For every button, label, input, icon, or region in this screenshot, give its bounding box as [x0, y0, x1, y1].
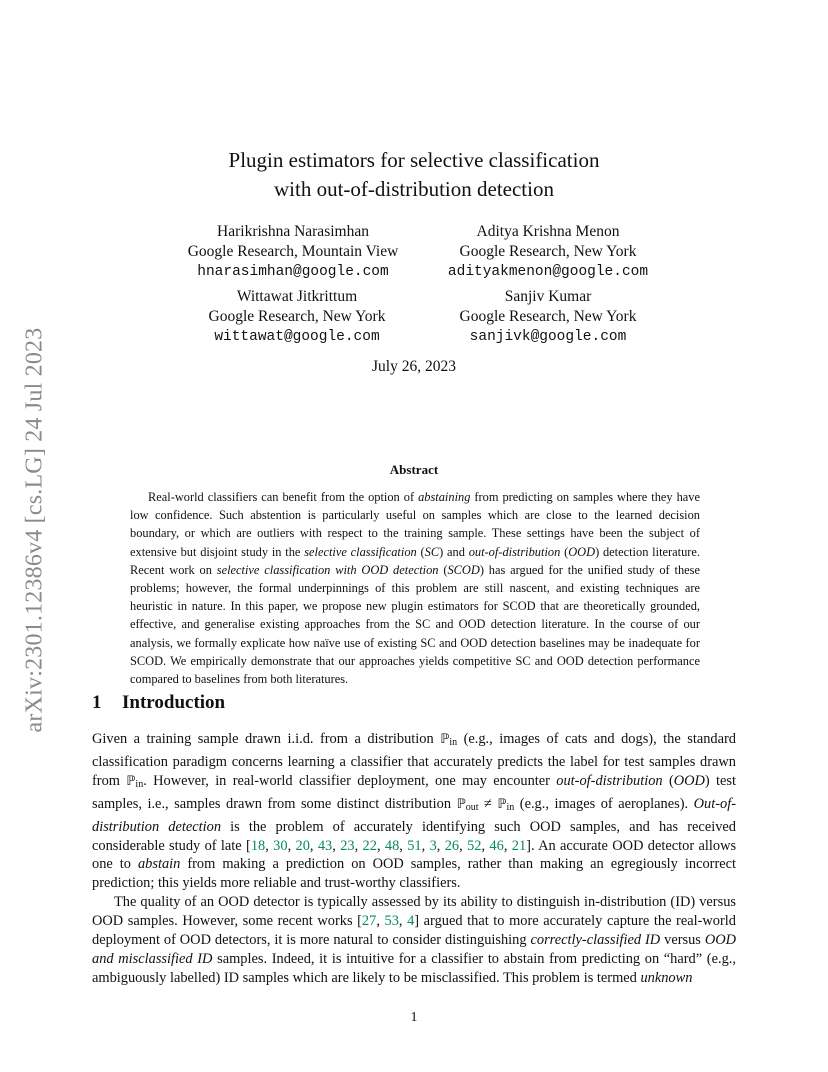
author-affiliation: Google Research, New York	[208, 308, 386, 325]
arxiv-stamp	[20, 295, 50, 765]
paragraph	[92, 730, 736, 893]
citation-group: 18, 30, 20, 43, 23, 22, 48, 51, 3, 26, 52, 46, 21	[250, 837, 527, 854]
abstract-emphasis: out-of-distribution	[468, 544, 561, 559]
citation-link[interactable]: 43	[317, 837, 333, 854]
math-subscript: in	[449, 737, 458, 748]
body-emphasis: Out-of-distribution detection	[92, 795, 736, 835]
citation-link[interactable]: 20	[295, 837, 310, 854]
section-number: 1	[92, 692, 102, 713]
abstract-text: ) detection literature. Recent work on	[130, 544, 700, 577]
citation-link[interactable]: 46	[489, 837, 504, 854]
body-text: ) test samples, i.e., samples drawn from some distinct distribution	[92, 772, 737, 812]
title-line-2: with out-of-distribution detection	[274, 177, 554, 201]
citation-link[interactable]: 3	[429, 837, 437, 854]
author-email[interactable]: sanjivk@google.com	[469, 329, 627, 345]
section-title: Introduction	[122, 692, 226, 713]
citation-link[interactable]: 26	[444, 837, 460, 854]
citation-link[interactable]: 21	[511, 837, 527, 854]
author-name: Aditya Krishna Menon	[476, 223, 620, 240]
author-name: Sanjiv Kumar	[504, 288, 592, 305]
page-number: 1	[410, 1010, 418, 1025]
citation-link[interactable]: 30	[273, 837, 288, 854]
math-subscript: out	[465, 801, 479, 813]
abstract-emphasis: OOD	[568, 544, 596, 559]
citation-link[interactable]: 48	[384, 837, 400, 854]
abstract-text: ) and	[439, 544, 469, 559]
citation-link[interactable]: 18	[250, 837, 266, 854]
body-text: from making a prediction on OOD samples, rather than making an egregiously incorrect prediction; this yields more reliable and trust-worthy classifiers.	[92, 856, 737, 892]
paper-date: July 26, 2023	[372, 358, 456, 375]
author-email[interactable]: wittawat@google.com	[214, 329, 380, 345]
body-text: The quality of an OOD detector is typically assessed by its ability to distinguish in-distribution (ID) versus OOD samples. However, some recent works [	[92, 894, 736, 930]
body-text: ]. An accurate OOD detector allows one to	[92, 837, 737, 873]
body-text: Given a training sample drawn i.i.d. from a distribution	[92, 731, 441, 747]
body-text: . However, in real-world classifier deployment, one may encounter	[143, 772, 557, 789]
math-subscript: in	[506, 801, 515, 813]
section-heading	[92, 692, 225, 714]
title-line-1: Plugin estimators for selective classification	[228, 148, 600, 172]
author-block-3	[180, 287, 414, 347]
abstract-text: (	[416, 544, 425, 559]
arxiv-stamp-text: arXiv:2301.12386v4 [cs.LG] 24 Jul 2023	[21, 327, 48, 733]
math-symbol: ≠	[478, 795, 498, 812]
author-block-1	[170, 222, 416, 282]
paper-title	[120, 146, 708, 204]
abstract-text: from predicting on samples where they have low confidence. Such abstention is particularly useful on samples which are close to the learned decision boundary, or which are outliers with respect to the training sample. These settings have been the subject of extensive but disjoint study in the	[130, 490, 701, 559]
author-name: Harikrishna Narasimhan	[217, 223, 369, 240]
citation-link[interactable]: 52	[467, 837, 482, 854]
citation-link[interactable]: 27	[361, 913, 377, 930]
abstract-heading: Abstract	[389, 462, 439, 477]
abstract-text: Real-world classifiers can benefit from the option of	[148, 490, 419, 504]
body-emphasis: OOD	[673, 772, 705, 789]
introduction-body	[92, 730, 736, 988]
author-email[interactable]: hnarasimhan@google.com	[197, 264, 389, 280]
abstract-emphasis: SC	[424, 544, 440, 559]
body-text: (	[662, 772, 674, 789]
citation-link[interactable]: 23	[340, 837, 355, 854]
body-text: is the problem of accurately identifying such OOD samples, and has received considerable study of late [	[92, 818, 736, 854]
citation-link[interactable]: 53	[384, 913, 399, 930]
abstract-body	[130, 488, 700, 688]
author-name: Wittawat Jitkrittum	[236, 288, 358, 305]
math-symbol: ℙ	[456, 796, 466, 812]
author-email[interactable]: adityakmenon@google.com	[447, 264, 649, 280]
abstract-text: ) has argued for the unified study of these problems; however, the formal underpinnings of this problem are still nascent, and existing techniques are heuristic in nature. In this paper, we propose new plugin estimators for SCOD that are theoretically grounded, effective, and generalise existing approaches from the SC and OOD detection literature. In the course of our analysis, we formally explicate how naïve use of existing SC and OOD detection baselines may be inadequate for SCOD. We empirically demonstrate that our approaches yields competitive SC and OOD detection performance compared to baselines from both literatures.	[130, 562, 700, 687]
author-block-4	[428, 287, 668, 347]
citation-link[interactable]: 22	[362, 837, 377, 854]
citation-link[interactable]: 4	[407, 913, 415, 930]
abstract-emphasis: selective classification	[304, 544, 417, 559]
author-affiliation: Google Research, New York	[459, 308, 637, 325]
abstract-text: (	[438, 562, 448, 577]
body-emphasis: out-of-distribution	[556, 772, 663, 789]
body-emphasis: OOD and misclassified ID	[92, 932, 737, 967]
math-symbol: ℙ	[126, 773, 136, 789]
body-text: versus	[660, 932, 705, 949]
author-affiliation: Google Research, New York	[459, 243, 637, 260]
math-symbol: ℙ	[440, 732, 450, 747]
body-text: (e.g., images of cats and dogs), the standard classification paradigm concerns learning a classifier that accurately predicts the label for test samples drawn from	[92, 731, 737, 789]
citation-link[interactable]: 51	[407, 837, 422, 854]
math-subscript: in	[135, 778, 144, 790]
author-block-2	[432, 222, 664, 282]
abstract-emphasis: SCOD	[447, 562, 480, 577]
body-emphasis: abstain	[137, 856, 181, 873]
author-affiliation: Google Research, Mountain View	[187, 243, 399, 260]
abstract-emphasis: abstaining	[418, 490, 471, 504]
citation-group: 27, 53, 4	[361, 913, 415, 930]
paragraph	[92, 893, 736, 988]
body-text: ] argued that to more accurately capture the real-world deployment of OOD detectors, it is more natural to consider distinguishing	[92, 913, 736, 949]
math-symbol: ℙ	[497, 796, 507, 812]
body-emphasis: unknown	[640, 969, 693, 986]
abstract-emphasis: selective classification with OOD detection	[216, 562, 439, 577]
body-text: (e.g., images of aeroplanes).	[514, 795, 694, 812]
body-emphasis: correctly-classified ID	[530, 932, 661, 949]
body-text: samples. Indeed, it is intuitive for a classifier to abstain from predicting on “hard” (e.g., ambiguously labelled) ID samples which are likely to be misclassified. This problem is termed	[92, 950, 736, 986]
abstract-text: (	[560, 544, 569, 559]
